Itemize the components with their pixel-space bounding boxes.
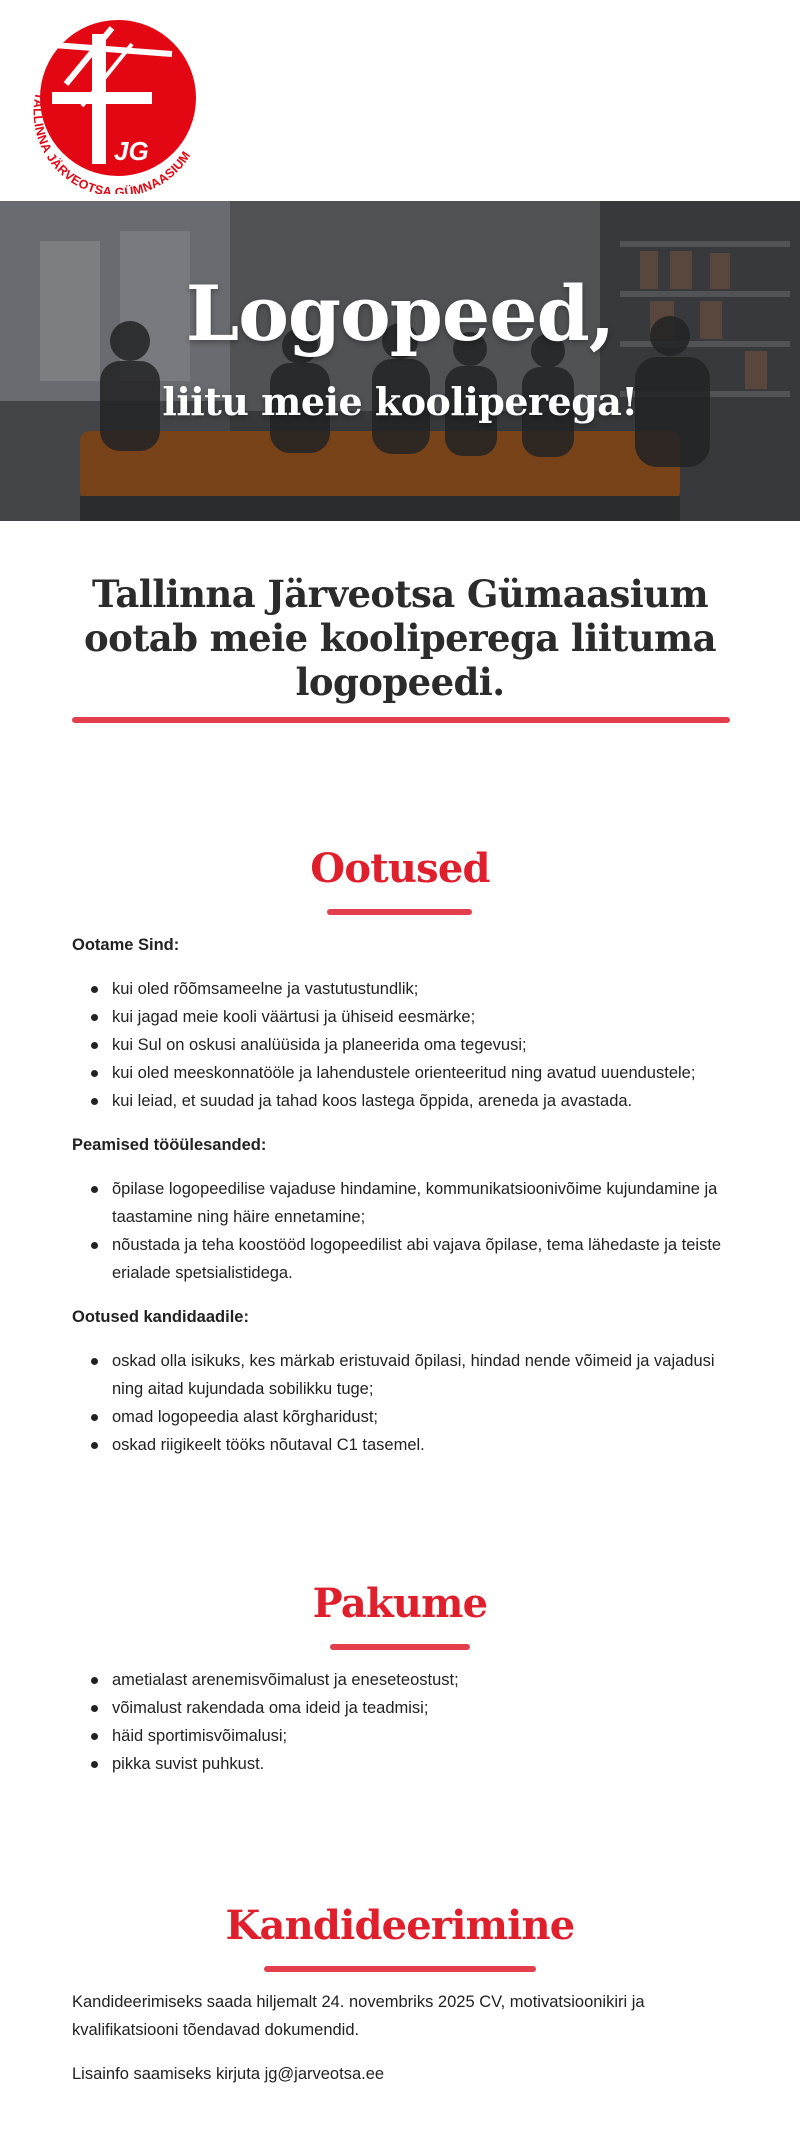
section-title-offer: Pakume <box>312 1580 488 1627</box>
list-item: ametialast arenemisvõimalust ja eneseteostust; <box>72 1666 736 1694</box>
apply-info <box>72 2060 736 2088</box>
list-item: nõustada ja teha koostööd logopeedilist abi vajava õpilase, tema lähedaste ja teiste erialade spetsialistidega. <box>72 1231 736 1287</box>
offer-divider <box>330 1644 470 1650</box>
group-heading: Ootused kandidaadile: <box>72 1308 249 1326</box>
hero-banner <box>0 201 800 521</box>
apply-divider <box>264 1966 536 1972</box>
hero-subtitle: liitu meie kooliperega! <box>162 379 638 424</box>
expectations-list-1 <box>72 975 736 1115</box>
hero-title: Logopeed, <box>185 269 615 358</box>
expectations-divider <box>327 909 472 915</box>
list-item: kui leiad, et suudad ja tahad koos lastega õppida, areneda ja avastada. <box>72 1087 736 1115</box>
list-item: võimalust rakendada oma ideid ja teadmisi; <box>72 1694 736 1722</box>
intro-heading: Tallinna Järveotsa Gümaasium ootab meie kooliperega liituma logopeedi. <box>84 572 716 704</box>
apply-text: Kandideerimiseks saada hiljemalt 24. novembriks 2025 CV, motivatsioonikiri ja kvalifikatsiooni tõendavad dokumendid. <box>72 1993 645 2039</box>
school-logo[interactable] <box>22 14 202 194</box>
svg-text:JG: JG <box>114 136 149 166</box>
apply-info-prefix: Lisainfo saamiseks kirjuta <box>72 2065 265 2083</box>
list-item: kui jagad meie kooli väärtusi ja ühiseid eesmärke; <box>72 1003 736 1031</box>
site-header <box>0 0 800 201</box>
expectations-list-3 <box>72 1347 736 1459</box>
offer-list <box>72 1666 736 1778</box>
contact-email: jg@jarveotsa.ee <box>264 2065 385 2083</box>
expectations-list-2 <box>72 1175 736 1287</box>
offer-content <box>72 1666 736 1794</box>
list-item: kui oled rõõmsameelne ja vastutustundlik; <box>72 975 736 1003</box>
section-title-apply: Kandideerimine <box>225 1902 575 1949</box>
hero-photo <box>0 201 800 521</box>
list-item: oskad riigikeelt tööks nõutaval C1 tasemel. <box>72 1431 736 1459</box>
list-item: pikka suvist puhkust. <box>72 1750 736 1778</box>
logo-ring-text: TALLINNA JÄRVEOTSA GÜMNAASIUM <box>30 91 194 194</box>
expectations-content <box>72 931 736 1475</box>
list-item: õpilase logopeedilise vajaduse hindamine, kommunikatsioonivõime kujundamine ja taastamine ning häire ennetamine; <box>72 1175 736 1231</box>
list-item: häid sportimisvõimalusi; <box>72 1722 736 1750</box>
school-logo-icon <box>22 14 202 194</box>
list-item: oskad olla isikuks, kes märkab eristuvaid õpilasi, hindad nende võimeid ja vajadusi ning aitad kujundada sobilikku tuge; <box>72 1347 736 1403</box>
group-heading: Ootame Sind: <box>72 936 180 954</box>
group-heading: Peamised tööülesanded: <box>72 1136 267 1154</box>
section-title-expectations: Ootused <box>310 845 490 892</box>
list-item: omad logopeedia alast kõrgharidust; <box>72 1403 736 1431</box>
intro-divider <box>72 717 730 723</box>
list-item: kui oled meeskonnatööle ja lahendustele orienteeritud ning avatud uuendustele; <box>72 1059 736 1087</box>
list-item: kui Sul on oskusi analüüsida ja planeerida oma tegevusi; <box>72 1031 736 1059</box>
apply-content <box>72 1988 736 2104</box>
